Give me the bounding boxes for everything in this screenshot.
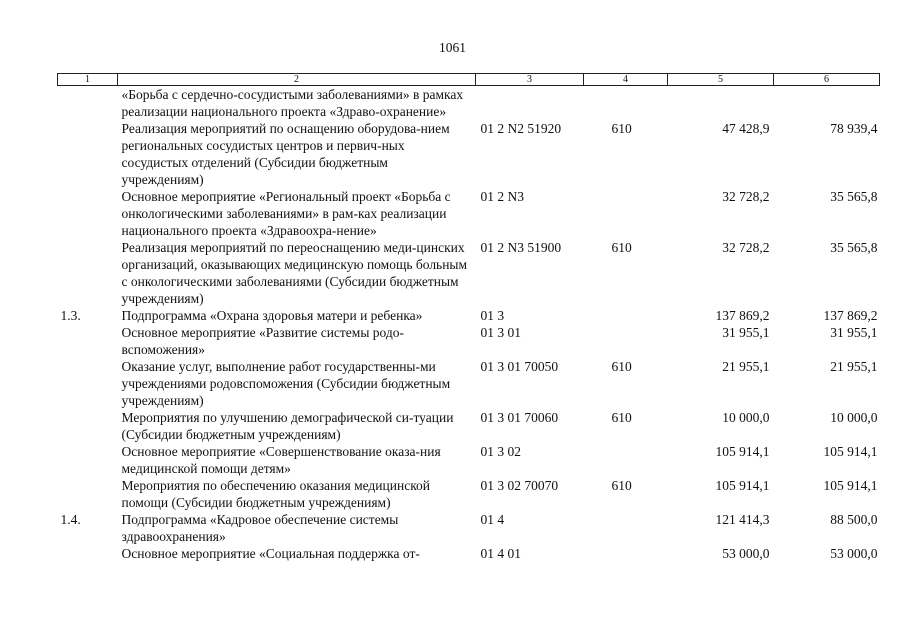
- row-amount-col6: 137 869,2: [823, 308, 878, 323]
- row-expense-kind: 610: [611, 240, 632, 255]
- row-amount-col5: 121 414,3: [715, 512, 770, 527]
- row-code: 01 3: [480, 308, 505, 323]
- row-name: Основное мероприятие «Региональный проект «Борьба с онкологическими заболеваниями» в рам-ках реализации национального проекта «Здравоохра-нение»: [121, 189, 451, 238]
- row-name: Мероприятия по обеспечению оказания медицинской помощи (Субсидии бюджетным учреждениям): [121, 478, 431, 510]
- table-row: [58, 477, 880, 511]
- row-expense-kind: [584, 307, 668, 324]
- row-name: Подпрограмма «Кадровое обеспечение системы здравоохранения»: [121, 512, 399, 544]
- row-amount-col6: 10 000,0: [830, 410, 878, 425]
- row-amount-col5: 105 914,1: [715, 478, 770, 493]
- row-expense-kind: 610: [611, 478, 632, 493]
- row-name: Основное мероприятие «Совершенствование оказа-ния медицинской помощи детям»: [121, 444, 441, 476]
- table-row: [58, 324, 880, 358]
- row-expense-kind: [584, 511, 668, 545]
- row-amount-col5: 32 728,2: [722, 240, 770, 255]
- row-code: 01 3 01 70050: [480, 359, 559, 374]
- row-code: 01 4 01: [480, 546, 521, 561]
- column-number-5: 5: [668, 74, 774, 86]
- column-number-1: 1: [58, 74, 118, 86]
- row-amount-col6: 105 914,1: [823, 478, 878, 493]
- budget-table: [57, 73, 880, 562]
- row-amount-col6: [774, 86, 880, 121]
- table-row: [58, 358, 880, 409]
- row-amount-col5: 105 914,1: [715, 444, 770, 459]
- page-number: 1061: [439, 40, 466, 55]
- row-expense-kind: 610: [611, 410, 632, 425]
- row-amount-col5: 31 955,1: [722, 325, 770, 340]
- row-amount-col6: 21 955,1: [830, 359, 878, 374]
- row-number: [58, 477, 118, 511]
- table-row: [58, 86, 880, 121]
- column-number-3: 3: [476, 74, 584, 86]
- row-number: [58, 324, 118, 358]
- row-amount-col5: 137 869,2: [715, 308, 770, 323]
- table-row: [58, 545, 880, 562]
- row-name: Мероприятия по улучшению демографической си-туации (Субсидии бюджетным учреждениям): [121, 410, 454, 442]
- row-expense-kind: [584, 86, 668, 121]
- table-row: [58, 307, 880, 324]
- column-number-row: [58, 74, 880, 86]
- row-code: 01 3 01 70060: [480, 410, 559, 425]
- row-code: 01 3 01: [480, 325, 521, 340]
- table-row: [58, 511, 880, 545]
- row-name: Основное мероприятие «Социальная поддержка от-: [121, 546, 420, 561]
- row-number: 1.3.: [60, 308, 81, 323]
- table-row: [58, 239, 880, 307]
- row-code: 01 3 02 70070: [480, 478, 559, 493]
- table-row: [58, 120, 880, 188]
- row-name: Реализация мероприятий по оснащению оборудова-нием региональных сосудистых центров и первич-ных сосудистых отделений (Субсидии бюджетным учреждениям): [121, 121, 450, 187]
- row-amount-col5: 21 955,1: [722, 359, 770, 374]
- row-amount-col6: 88 500,0: [830, 512, 878, 527]
- row-code: 01 2 N3: [480, 189, 524, 204]
- table-row: [58, 443, 880, 477]
- row-code: [476, 86, 584, 121]
- row-amount-col5: [668, 86, 774, 121]
- row-code: 01 2 N2 51920: [480, 121, 562, 136]
- row-name: Основное мероприятие «Развитие системы родо-вспоможения»: [121, 325, 405, 357]
- column-number-6: 6: [774, 74, 880, 86]
- row-amount-col6: 35 565,8: [830, 240, 878, 255]
- row-expense-kind: 610: [611, 121, 632, 136]
- row-expense-kind: 610: [611, 359, 632, 374]
- row-number: 1.4.: [60, 512, 81, 527]
- row-number: [58, 188, 118, 239]
- row-name: «Борьба с сердечно-сосудистыми заболеваниями» в рамках реализации национального проекта «Здраво-охранение»: [121, 87, 464, 119]
- row-amount-col6: 78 939,4: [830, 121, 878, 136]
- row-number: [58, 358, 118, 409]
- row-expense-kind: [584, 443, 668, 477]
- row-amount-col6: 105 914,1: [823, 444, 878, 459]
- row-code: 01 3 02: [480, 444, 521, 459]
- row-amount-col6: 35 565,8: [830, 189, 878, 204]
- row-code: 01 4: [480, 512, 505, 527]
- row-number: [58, 120, 118, 188]
- table-row: [58, 409, 880, 443]
- row-name: Подпрограмма «Охрана здоровья матери и ребенка»: [121, 308, 423, 323]
- row-amount-col6: 31 955,1: [830, 325, 878, 340]
- row-expense-kind: [584, 324, 668, 358]
- column-number-2: 2: [118, 74, 476, 86]
- row-name: Реализация мероприятий по переоснащению меди-цинских организаций, оказывающих медицинскую помощь больным с онкологическими заболеваниями (Субсидии бюджетным учреждениям): [121, 240, 468, 306]
- row-number: [58, 239, 118, 307]
- row-name: Оказание услуг, выполнение работ государственны-ми учреждениями родовспоможения (Субсидии бюджетным учреждениям): [121, 359, 451, 408]
- row-number: [58, 545, 118, 562]
- row-amount-col5: 32 728,2: [722, 189, 770, 204]
- row-number: [58, 86, 118, 121]
- row-expense-kind: [584, 545, 668, 562]
- row-amount-col5: 10 000,0: [722, 410, 770, 425]
- row-amount-col6: 53 000,0: [830, 546, 878, 561]
- row-number: [58, 443, 118, 477]
- row-amount-col5: 47 428,9: [722, 121, 770, 136]
- row-expense-kind: [584, 188, 668, 239]
- table-row: [58, 188, 880, 239]
- column-number-4: 4: [584, 74, 668, 86]
- row-code: 01 2 N3 51900: [480, 240, 562, 255]
- row-number: [58, 409, 118, 443]
- row-amount-col5: 53 000,0: [722, 546, 770, 561]
